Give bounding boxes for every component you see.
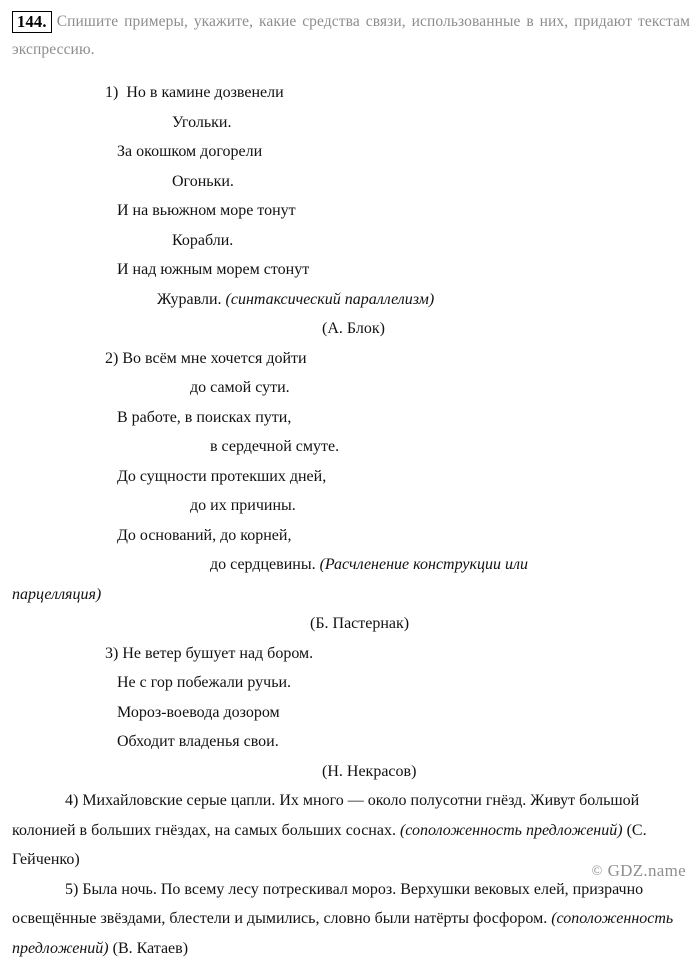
verse-line: Огоньки. (12, 167, 690, 197)
verse-line: За окошком догорели (12, 137, 690, 167)
verse-line: Мороз-воевода дозором (12, 698, 690, 728)
verse-line-text: Но в камине дозвенели (126, 84, 283, 101)
item-marker: 2) (105, 350, 118, 367)
device-note: (соположенность предложений) (400, 822, 623, 839)
item-marker: 4) (65, 792, 78, 809)
prose-text: Была ночь. По всему лесу потрескивал мороз. Верхушки вековых елей, призрачно освещённые звёздами, блестели и дымились, словно были натёрты фосфором. (12, 881, 643, 928)
prose-item-4 (12, 786, 690, 875)
verse-attribution: (Н. Некрасов) (12, 757, 690, 787)
device-note-continuation: парцелляция) (12, 580, 690, 610)
watermark-text: GDZ.name (608, 861, 686, 880)
verse-closing-text: Журавли. (157, 291, 222, 308)
verse-line: Корабли. (12, 226, 690, 256)
verse-line: Обходит владенья свои. (12, 727, 690, 757)
verse-line: в сердечной смуте. (12, 432, 690, 462)
verse-closing-line (12, 550, 690, 580)
item-marker: 5) (65, 881, 78, 898)
verse-line: В работе, в поисках пути, (12, 403, 690, 433)
verse-line (12, 639, 690, 669)
prose-attribution: (С. Гейченко) (12, 822, 647, 869)
task-heading (12, 6, 690, 64)
verse-line (12, 344, 690, 374)
verse-line-text: Во всём мне хочется дойти (122, 350, 306, 367)
exercise-number: 144. (12, 11, 52, 33)
verse-line: До сущности протекших дней, (12, 462, 690, 492)
verse-line: И над южным морем стонут (12, 255, 690, 285)
verse-item-1 (12, 78, 690, 344)
verse-attribution: (Б. Пастернак) (12, 609, 690, 639)
verse-item-3 (12, 639, 690, 787)
prose-text: Михайловские серые цапли. Их много — около полусотни гнёзд. Живут большой колонией в больших гнёздах, на самых больших соснах. (12, 792, 639, 839)
device-note: (соположенность предложений) (12, 910, 673, 957)
verse-line-text: Не ветер бушует над бором. (122, 645, 313, 662)
verse-line: Угольки. (12, 108, 690, 138)
verse-line: Не с гор побежали ручьи. (12, 668, 690, 698)
copyright-icon: © (592, 864, 603, 879)
device-note: (Расчленение конструкции или (320, 556, 528, 573)
prose-attribution: (В. Катаев) (109, 940, 188, 957)
exercise-body (12, 78, 690, 963)
verse-line: До оснований, до корней, (12, 521, 690, 551)
verse-line (12, 78, 690, 108)
item-marker: 1) (105, 84, 118, 101)
verse-line: до самой сути. (12, 373, 690, 403)
item-marker: 3) (105, 645, 118, 662)
verse-attribution: (А. Блок) (12, 314, 690, 344)
watermark (592, 861, 686, 881)
task-instruction: Спишите примеры, укажите, какие средства связи, использованные в них, придают текстам экспрессию. (12, 13, 690, 58)
verse-line: до их причины. (12, 491, 690, 521)
verse-line: И на вьюжном море тонут (12, 196, 690, 226)
device-note: (синтаксический параллелизм) (226, 291, 435, 308)
verse-item-2 (12, 344, 690, 639)
verse-closing-text: до сердцевины. (210, 556, 316, 573)
verse-closing-line (12, 285, 690, 315)
prose-item-5 (12, 875, 690, 963)
